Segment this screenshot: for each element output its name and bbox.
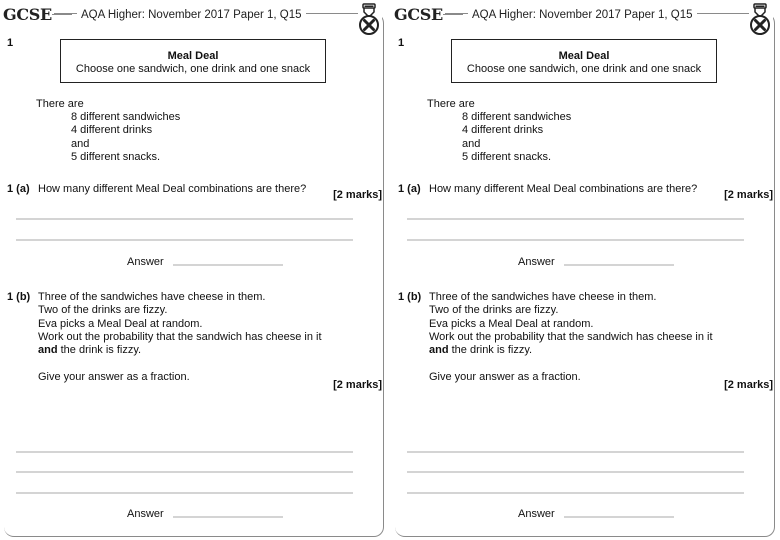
part-b-question (38, 291, 322, 357)
working-line[interactable] (407, 492, 744, 494)
working-line[interactable] (407, 471, 744, 473)
part-a-answer-line[interactable] (173, 264, 283, 266)
source-title: AQA Higher: November 2017 Paper 1, Q15 (468, 9, 697, 21)
working-line[interactable] (16, 451, 353, 453)
working-line[interactable] (407, 239, 744, 241)
working-line[interactable] (16, 471, 353, 473)
part-b-line (429, 344, 713, 357)
intro-line: 8 different sandwiches (462, 111, 572, 124)
part-b-answer-label: Answer (518, 508, 555, 520)
part-b-line: Three of the sandwiches have cheese in them. (38, 291, 266, 303)
part-a-marks: [2 marks] (333, 189, 382, 201)
intro-line: 5 different snacks. (462, 150, 552, 163)
intro-line: and (462, 137, 481, 150)
part-b-line: Eva picks a Meal Deal at random. (429, 317, 594, 330)
intro-lead: There are (427, 98, 475, 110)
working-line[interactable] (16, 218, 353, 220)
intro-line: 4 different drinks (71, 124, 153, 137)
part-b-answer-label: Answer (127, 508, 164, 520)
part-b-marks: [2 marks] (333, 379, 382, 391)
part-b-hint: Give your answer as a fraction. (429, 371, 581, 383)
card-frame (4, 13, 384, 537)
part-a-answer-label: Answer (518, 256, 555, 268)
meal-deal-box (60, 39, 326, 83)
gcse-logo: GCSE (0, 5, 54, 24)
intro-text (36, 98, 180, 164)
part-b-line: Three of the sandwiches have cheese in them. (429, 291, 657, 303)
card-frame (395, 13, 775, 537)
meal-deal-box (451, 39, 717, 83)
part-b-answer-line[interactable] (564, 516, 674, 518)
worksheet-card (391, 0, 780, 540)
part-b-marks: [2 marks] (724, 379, 773, 391)
part-b-question (429, 291, 713, 357)
part-b-line: Work out the probability that the sandwich has cheese in it (38, 330, 322, 343)
box-title: Meal Deal (167, 50, 219, 62)
part-b-line (38, 344, 322, 357)
part-a-answer-label: Answer (127, 256, 164, 268)
part-b-answer-line[interactable] (173, 516, 283, 518)
header-rule (443, 14, 463, 15)
hourglass-icon (358, 3, 382, 35)
working-line[interactable] (16, 239, 353, 241)
part-b-line: Work out the probability that the sandwich has cheese in it (429, 330, 713, 343)
part-a-label: 1 (a) (7, 183, 30, 195)
part-b-line: Two of the drinks are fizzy. (429, 304, 559, 317)
working-line[interactable] (407, 451, 744, 453)
part-a-question: How many different Meal Deal combinations are there? (429, 183, 698, 195)
intro-line: 4 different drinks (462, 124, 544, 137)
header-rule (52, 14, 72, 15)
question-number: 1 (7, 37, 14, 49)
part-a-label: 1 (a) (398, 183, 421, 195)
hourglass-icon (749, 3, 773, 35)
working-line[interactable] (16, 492, 353, 494)
part-a-question: How many different Meal Deal combinations are there? (38, 183, 307, 195)
working-line[interactable] (407, 218, 744, 220)
part-a-marks: [2 marks] (724, 189, 773, 201)
bold-and: and (38, 344, 58, 357)
box-subtitle: Choose one sandwich, one drink and one snack (466, 63, 702, 75)
part-b-line: Eva picks a Meal Deal at random. (38, 317, 203, 330)
intro-lead: There are (36, 98, 84, 110)
intro-line: and (71, 137, 90, 150)
part-b-line-rest: the drink is fizzy. (448, 344, 533, 357)
question-number: 1 (398, 37, 405, 49)
source-title: AQA Higher: November 2017 Paper 1, Q15 (77, 9, 306, 21)
gcse-logo: GCSE (391, 5, 445, 24)
box-title: Meal Deal (558, 50, 610, 62)
part-b-line-rest: the drink is fizzy. (57, 344, 142, 357)
part-b-hint: Give your answer as a fraction. (38, 371, 190, 383)
box-subtitle: Choose one sandwich, one drink and one snack (75, 63, 311, 75)
part-a-answer-line[interactable] (564, 264, 674, 266)
intro-line: 8 different sandwiches (71, 111, 181, 124)
bold-and: and (429, 344, 449, 357)
part-b-label: 1 (b) (7, 291, 31, 303)
intro-line: 5 different snacks. (71, 150, 161, 163)
part-b-label: 1 (b) (398, 291, 422, 303)
intro-text (427, 98, 571, 164)
part-b-line: Two of the drinks are fizzy. (38, 304, 168, 317)
